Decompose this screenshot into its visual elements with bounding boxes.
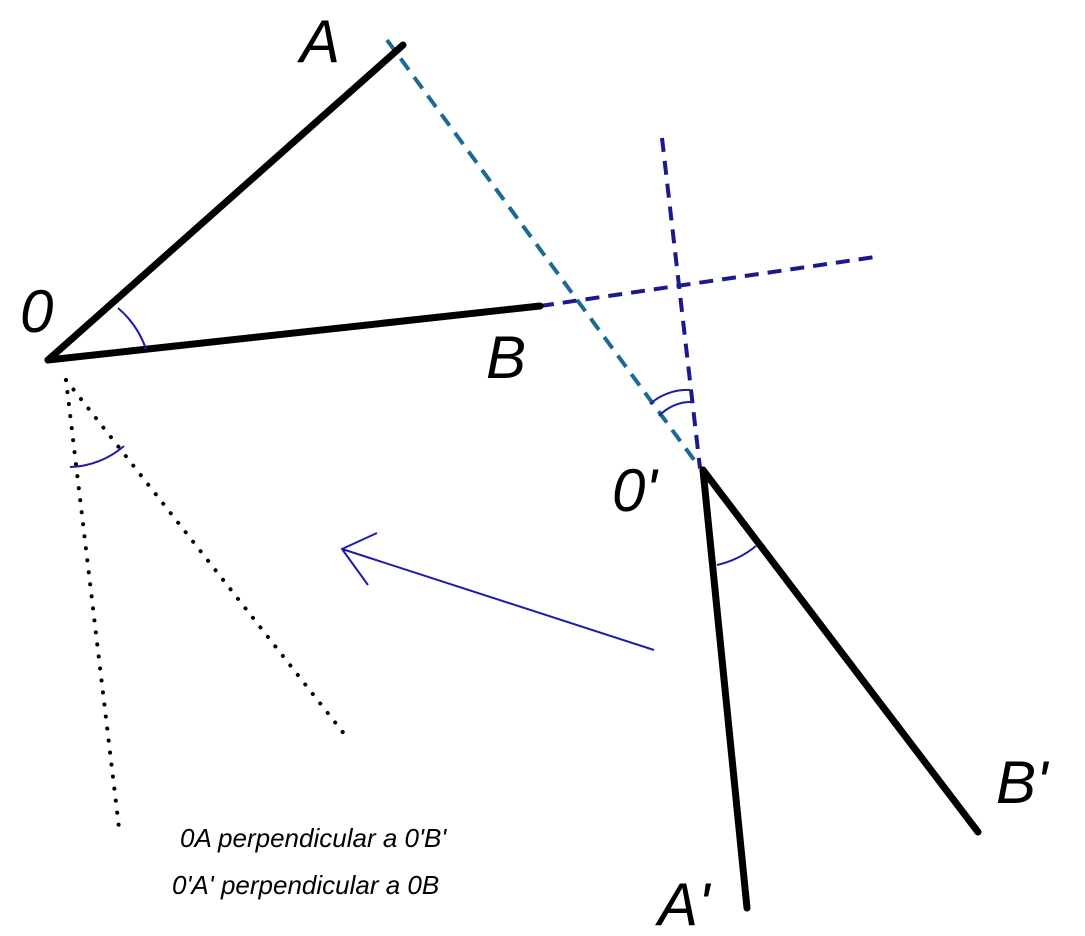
extension-line-ob <box>540 257 875 306</box>
segment-oa <box>48 45 403 360</box>
angle-arc-o <box>118 308 146 349</box>
caption-line-2: 0'A' perpendicular a 0B <box>172 870 440 900</box>
perpendicular-line-a-o-prime <box>387 40 700 468</box>
angle-arc-o-prime <box>717 546 756 565</box>
perpendicular-line-o-prime-vertical <box>662 138 700 468</box>
caption-line-1: 0A perpendicular a 0'B' <box>180 823 447 853</box>
label-o-prime: 0' <box>612 457 657 524</box>
label-o: 0 <box>20 278 54 345</box>
label-b-prime: B' <box>996 749 1048 816</box>
double-angle-arc-inner <box>659 402 694 416</box>
label-a: A <box>300 8 341 75</box>
segment-ob <box>48 306 540 360</box>
segment-o-prime-a-prime <box>703 470 747 908</box>
dotted-ray-right <box>66 380 345 735</box>
segment-o-prime-b-prime <box>703 470 978 832</box>
label-a-prime: A' <box>658 871 710 936</box>
transfer-arrow-shaft <box>342 549 654 650</box>
label-b: B <box>486 324 527 391</box>
dotted-ray-left <box>66 380 119 828</box>
dotted-angle-arc <box>70 446 124 467</box>
